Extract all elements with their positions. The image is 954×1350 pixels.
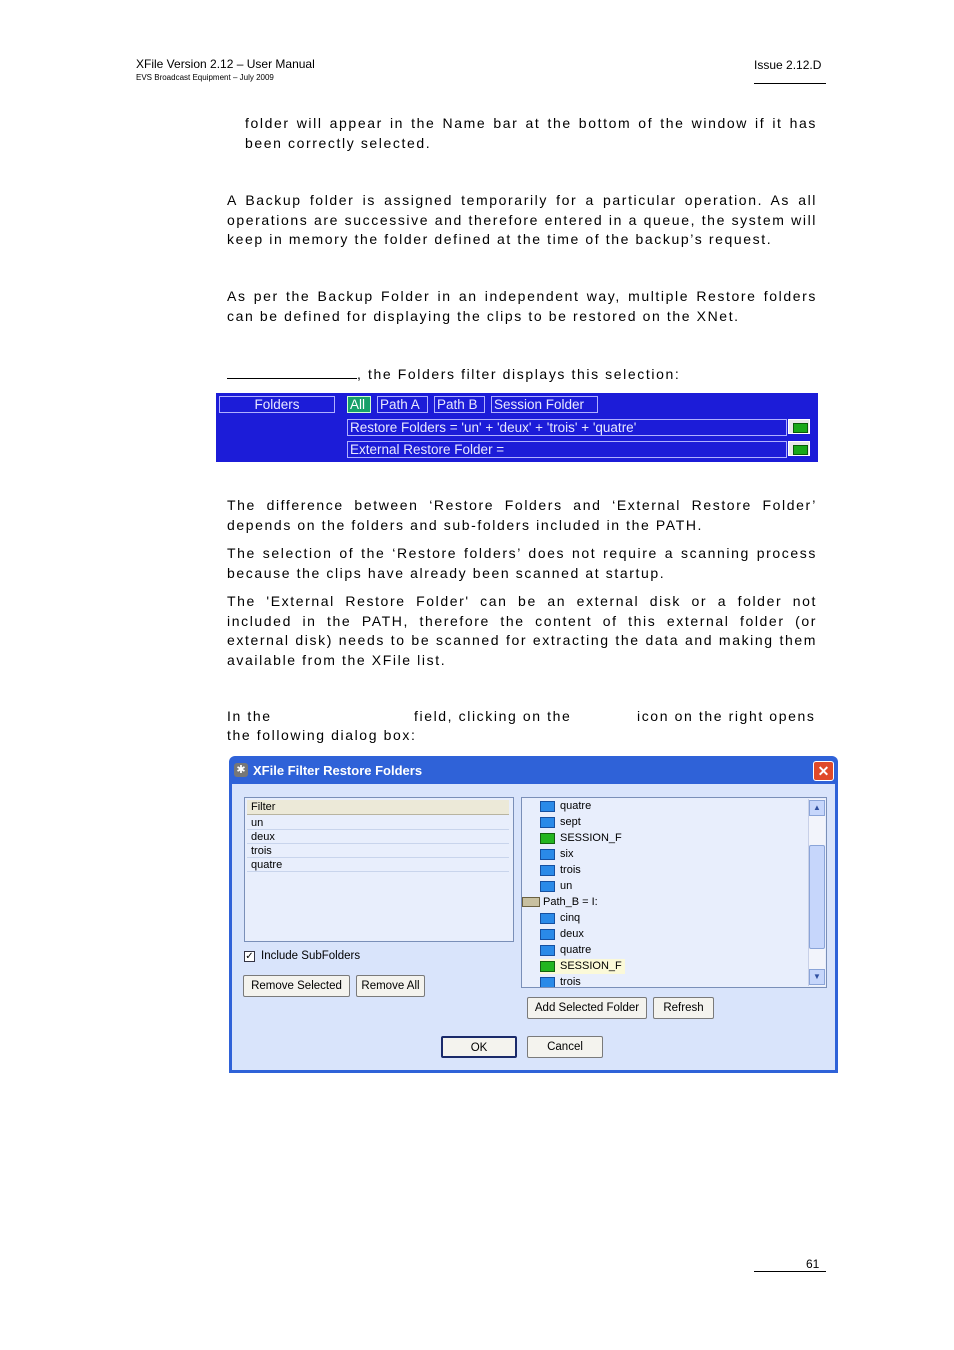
blue-folder-icon bbox=[540, 945, 555, 956]
tree-item[interactable]: SESSION_F bbox=[540, 831, 622, 846]
blue-folder-icon bbox=[540, 881, 555, 892]
blue-folder-icon bbox=[540, 865, 555, 876]
filter-column-header[interactable]: Filter bbox=[247, 800, 509, 815]
paragraph-restore-folders: As per the Backup Folder in an independent way, multiple Restore folders can be defined for displaying the clips to be restored on the XNet. bbox=[227, 288, 817, 324]
filter-list-item[interactable]: deux bbox=[247, 830, 509, 844]
ok-button[interactable]: OK bbox=[441, 1036, 517, 1058]
dialog-body bbox=[232, 784, 835, 1070]
filter-list[interactable] bbox=[244, 797, 514, 942]
refresh-button[interactable]: Refresh bbox=[653, 997, 714, 1019]
filter-session-folder-button[interactable]: Session Folder bbox=[491, 396, 598, 413]
scroll-down-icon[interactable]: ▼ bbox=[809, 969, 825, 985]
green-folder-icon bbox=[540, 833, 555, 844]
folder-icon bbox=[793, 445, 808, 455]
scroll-up-icon[interactable]: ▲ bbox=[809, 800, 825, 816]
blue-folder-icon bbox=[540, 977, 555, 988]
restore-folders-browse-button[interactable] bbox=[788, 419, 810, 434]
filter-list-item[interactable]: un bbox=[247, 816, 509, 830]
paragraph-folders-filter bbox=[227, 365, 817, 385]
external-restore-folder-field[interactable]: External Restore Folder = bbox=[347, 441, 787, 458]
filter-path-b-button[interactable]: Path B bbox=[434, 396, 485, 413]
tree-item-selected[interactable]: SESSION_F bbox=[540, 959, 625, 974]
external-restore-folder-browse-button[interactable] bbox=[788, 441, 810, 456]
folders-filter-bar bbox=[216, 393, 818, 462]
paragraph-no-scanning: The selection of the ‘Restore folders’ does not require a scanning process because the clips have already been scanned at startup. bbox=[227, 545, 817, 581]
page-number: 61 bbox=[806, 1257, 820, 1271]
tree-scrollbar[interactable] bbox=[808, 799, 825, 986]
scroll-thumb[interactable] bbox=[809, 845, 825, 949]
intro-icon-opens: icon on the right opens bbox=[637, 708, 816, 724]
filter-list-item[interactable]: trois bbox=[247, 844, 509, 858]
folders-filter-text: , the Folders filter displays this selection: bbox=[357, 366, 681, 382]
folder-tree[interactable] bbox=[521, 797, 827, 988]
tree-item[interactable]: cinq bbox=[540, 911, 580, 926]
remove-selected-button[interactable]: Remove Selected bbox=[243, 975, 350, 997]
dialog-title: XFile Filter Restore Folders bbox=[253, 763, 423, 778]
tree-item[interactable]: six bbox=[540, 847, 573, 862]
paragraph-difference: The difference between ‘Restore Folders and ‘External Restore Folder’ depends on the folders and sub-folders included in the PATH. bbox=[227, 497, 817, 533]
tree-item[interactable]: trois bbox=[540, 975, 581, 988]
paragraph-name-bar: folder will appear in the Name bar at the bottom of the window if it has been correctly selected. bbox=[245, 115, 817, 151]
filter-list-item[interactable]: quatre bbox=[247, 858, 509, 872]
blue-folder-icon bbox=[540, 817, 555, 828]
tree-item[interactable]: deux bbox=[540, 927, 584, 942]
issue-number: Issue 2.12.D bbox=[754, 58, 822, 72]
document-title: XFile Version 2.12 – User Manual bbox=[136, 57, 315, 71]
paragraph-external-folder: The 'External Restore Folder' can be an external disk or a folder not included in the PATH, therefore the content of this external folder (or external disk) needs to be scanned for extracting the data and making them available from the XFile list. bbox=[227, 593, 817, 668]
footer-rule bbox=[754, 1271, 826, 1272]
green-folder-icon bbox=[540, 961, 555, 972]
intro-in-the: In the bbox=[227, 708, 272, 724]
filter-all-button[interactable]: All bbox=[347, 396, 371, 413]
folder-icon bbox=[793, 423, 808, 433]
paragraph-backup-folder: A Backup folder is assigned temporarily for a particular operation. As all operations are successive and therefore entered in a queue, the system will keep in memory the folder defined at the time of the backup’s request. bbox=[227, 192, 817, 247]
document-subtitle: EVS Broadcast Equipment – July 2009 bbox=[136, 73, 274, 82]
tree-item[interactable]: trois bbox=[540, 863, 581, 878]
add-selected-folder-button[interactable]: Add Selected Folder bbox=[527, 997, 647, 1019]
close-button[interactable]: ✕ bbox=[813, 761, 834, 781]
restore-folders-field[interactable]: Restore Folders = 'un' + 'deux' + 'trois' + 'quatre' bbox=[347, 419, 787, 436]
intro-field-clicking: field, clicking on the bbox=[414, 708, 572, 724]
filter-restore-folders-dialog bbox=[229, 756, 838, 1073]
folders-label: Folders bbox=[219, 396, 335, 413]
app-icon: ✱ bbox=[234, 763, 248, 777]
tree-item[interactable]: quatre bbox=[540, 799, 591, 814]
tree-item[interactable]: sept bbox=[540, 815, 581, 830]
cancel-button[interactable]: Cancel bbox=[527, 1036, 603, 1058]
tree-item-drive[interactable]: Path_B = I: bbox=[522, 895, 598, 910]
blank-line bbox=[227, 365, 357, 379]
tree-item[interactable]: quatre bbox=[540, 943, 591, 958]
include-subfolders-checkbox[interactable]: ✓ bbox=[245, 951, 254, 962]
tree-item[interactable]: un bbox=[540, 879, 572, 894]
include-subfolders-label: Include SubFolders bbox=[261, 950, 361, 962]
blue-folder-icon bbox=[540, 849, 555, 860]
blue-folder-icon bbox=[540, 929, 555, 940]
drive-icon bbox=[522, 897, 540, 907]
header-rule bbox=[754, 83, 826, 84]
remove-all-button[interactable]: Remove All bbox=[356, 975, 425, 997]
intro-dialog-box: the following dialog box: bbox=[227, 727, 417, 743]
filter-path-a-button[interactable]: Path A bbox=[377, 396, 428, 413]
blue-folder-icon bbox=[540, 801, 555, 812]
blue-folder-icon bbox=[540, 913, 555, 924]
